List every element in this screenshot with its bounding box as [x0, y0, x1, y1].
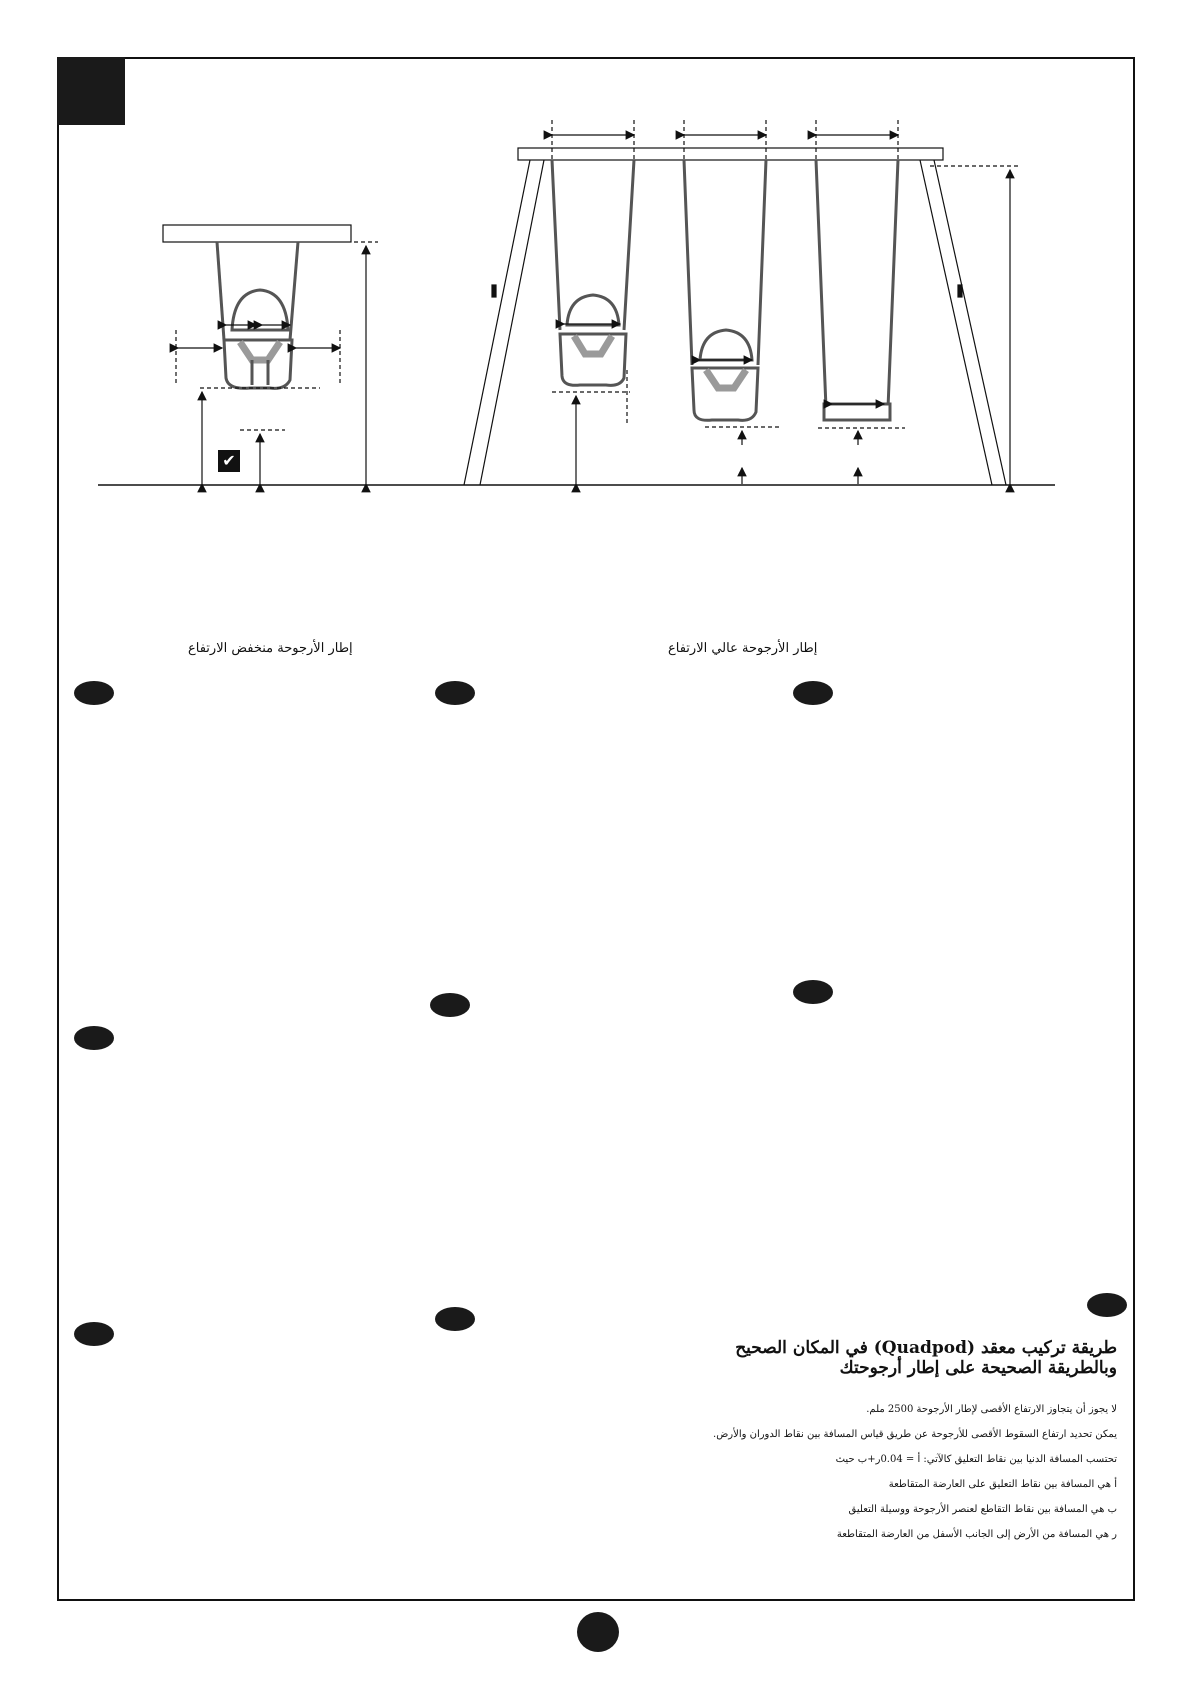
- heading-line-2: وبالطريقة الصحيحة على إطار أرجوحتك: [839, 1358, 1117, 1378]
- high-frame-label: إطار الأرجوحة عالي الارتفاع: [668, 641, 818, 656]
- low-frame-label: إطار الأرجوحة منخفض الارتفاع: [188, 641, 353, 656]
- step-marker-7: [1087, 1293, 1127, 1317]
- swing-diagram: [0, 0, 1191, 520]
- approved-check-icon: ✔: [218, 450, 240, 472]
- step-marker-1: [74, 681, 114, 705]
- step-marker-6: [74, 1026, 114, 1050]
- heading-line-1: طريقة تركيب معقد (Quadpod) في المكان الصحيح: [735, 1338, 1117, 1358]
- paragraph-def-r: ر هي المسافة من الأرض إلى الجانب الأسفل من العارضة المتقاطعة: [836, 1529, 1117, 1540]
- step-marker-8: [435, 1307, 475, 1331]
- paragraph-max-height: لا يجوز أن يتجاوز الارتفاع الأقصى لإطار الأرجوحة 2500 ملم.: [866, 1404, 1117, 1415]
- step-marker-5: [793, 980, 833, 1004]
- page-number-marker: [577, 1612, 619, 1652]
- step-marker-3: [793, 681, 833, 705]
- paragraph-def-a: أ هي المسافة بين نقاط التعليق على العارضة المتقاطعة: [888, 1479, 1117, 1490]
- section-heading: [697, 1338, 1117, 1378]
- step-marker-9: [74, 1322, 114, 1346]
- step-marker-4: [430, 993, 470, 1017]
- paragraph-def-b: ب هي المسافة بين نقاط التقاطع لعنصر الأرجوحة ووسيلة التعليق: [848, 1504, 1117, 1515]
- paragraph-min-distance: تحتسب المسافة الدنيا بين نقاط التعليق كالآتي: أ = 0.04ر+ب حيث: [835, 1454, 1117, 1465]
- step-marker-2: [435, 681, 475, 705]
- paragraph-fall-height: يمكن تحديد ارتفاع السقوط الأقصى للأرجوحة عن طريق قياس المسافة بين نقاط الدوران والأرض.: [713, 1429, 1117, 1440]
